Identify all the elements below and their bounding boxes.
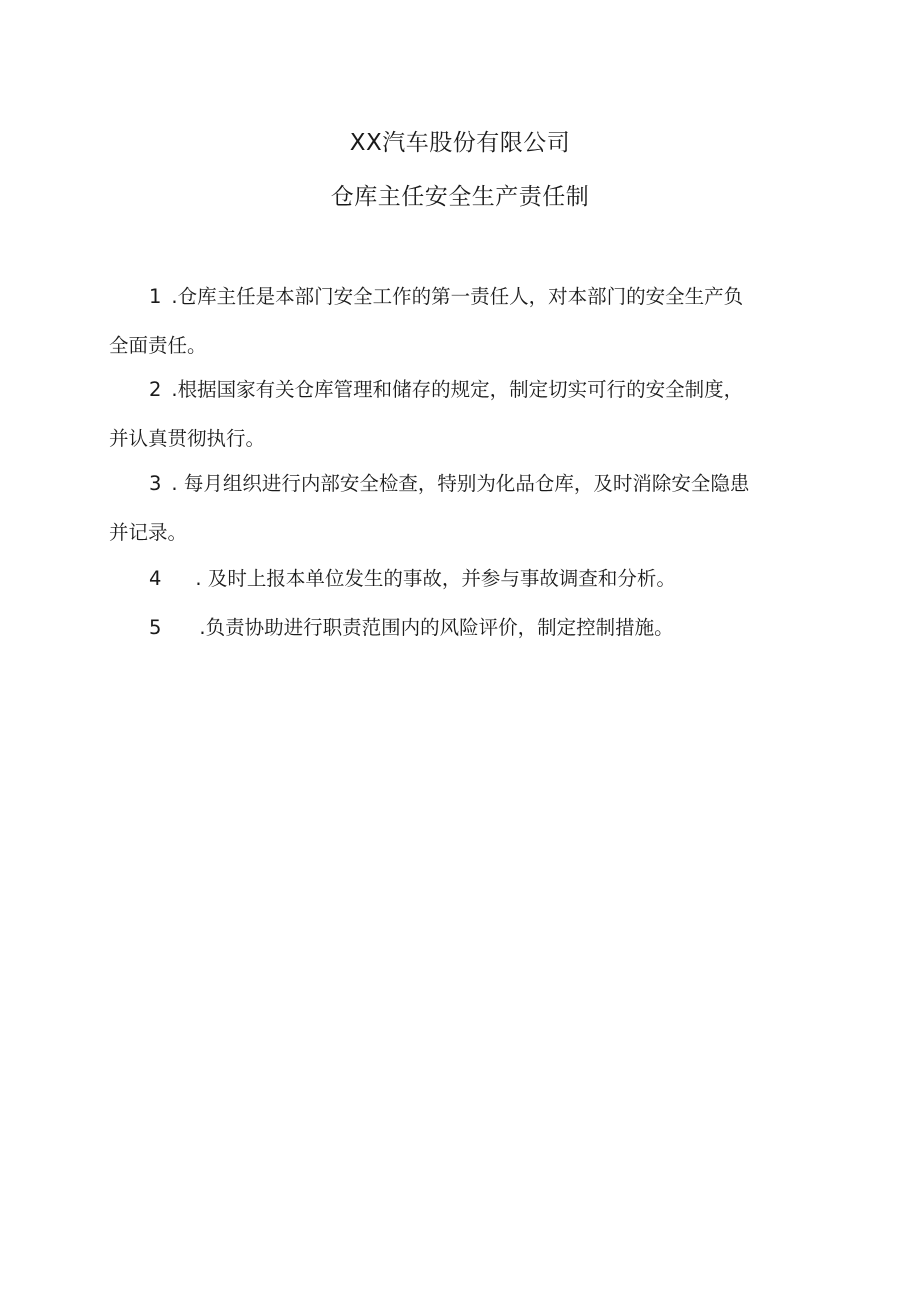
item-text: .根据国家有关仓库管理和储存的规定，制定切实可行的安全制度， bbox=[171, 378, 744, 401]
item-text: .仓库主任是本部门安全工作的第一责任人，对本部门的安全生产负 bbox=[171, 285, 744, 308]
item-number: 5 bbox=[149, 616, 162, 639]
list-item bbox=[109, 459, 814, 557]
company-name: XX汽车股份有限公司 bbox=[349, 130, 571, 156]
item-text-continued: 并认真贯彻执行。 bbox=[109, 427, 266, 450]
item-number: 1 bbox=[149, 285, 162, 308]
item-number: 2 bbox=[149, 378, 162, 401]
item-number: 3 bbox=[149, 472, 162, 495]
item-number: 4 bbox=[149, 567, 162, 590]
list-item bbox=[109, 603, 814, 652]
list-item bbox=[109, 554, 814, 603]
item-text: . 每月组织进行内部安全检查，特别为化品仓库，及时消除安全隐患 bbox=[171, 472, 750, 495]
item-text: . 及时上报本单位发生的事故，并参与事故调查和分析。 bbox=[195, 567, 676, 590]
item-text: .负责协助进行职责范围内的风险评价，制定控制措施。 bbox=[199, 616, 674, 639]
list-item bbox=[109, 272, 814, 370]
item-text-continued: 并记录。 bbox=[109, 521, 188, 544]
item-text-continued: 全面责任。 bbox=[109, 334, 207, 357]
list-item bbox=[109, 365, 814, 463]
document-title: 仓库主任安全生产责任制 bbox=[330, 184, 590, 210]
